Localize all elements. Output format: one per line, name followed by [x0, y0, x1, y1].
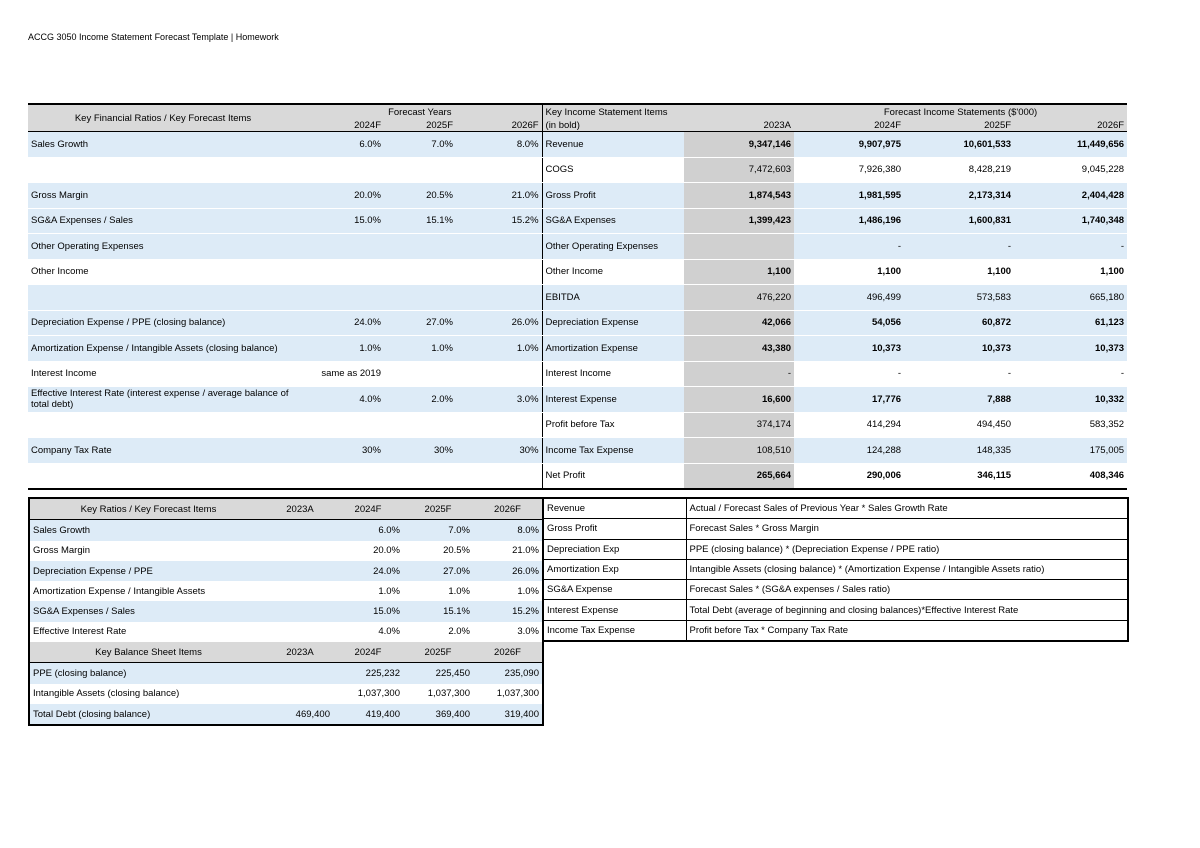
table-row [28, 132, 1127, 158]
income-value: 10,332 [1014, 387, 1127, 413]
income-value: 1,100 [904, 259, 1014, 285]
forecast-years-header: Forecast Years [388, 106, 452, 118]
ratio-label [28, 157, 298, 183]
table-row [29, 561, 543, 581]
formula-description: Intangible Assets (closing balance) * (Amortization Expense / Intangible Assets ratio) [686, 559, 1128, 579]
ratio-label [28, 285, 298, 311]
ratio-value: 15.1% [384, 208, 456, 234]
income-item-label: Interest Expense [542, 387, 684, 413]
income-value: 496,499 [794, 285, 904, 311]
column-header: 2026F [473, 498, 543, 520]
ratio-value: 15.2% [456, 208, 542, 234]
ratio-value: 24.0% [333, 561, 403, 581]
income-value: 290,006 [794, 463, 904, 489]
table-row [28, 208, 1127, 234]
income-value: - [1014, 361, 1127, 387]
income-value: - [904, 361, 1014, 387]
income-value: - [794, 234, 904, 260]
income-value-2023a: 1,100 [684, 259, 794, 285]
ratio-value: 3.0% [456, 387, 542, 413]
ratio-value: 3.0% [517, 626, 539, 638]
income-value: - [904, 234, 1014, 260]
year-header: 2023A [684, 119, 794, 132]
income-statement-forecast-table [28, 103, 1127, 490]
ratio-label: Company Tax Rate [28, 438, 298, 464]
ratio-value: 24.0% [298, 310, 384, 336]
balance-value [267, 663, 333, 684]
income-value: 10,373 [1014, 336, 1127, 362]
ratio-value [456, 259, 542, 285]
year-header: 2025F [384, 119, 456, 132]
ratio-value [384, 361, 456, 387]
income-value: 11,449,656 [1014, 132, 1127, 158]
income-value: 61,123 [1014, 310, 1127, 336]
formula-item-label: Interest Expense [543, 600, 686, 620]
table-row [28, 361, 1127, 387]
income-value: 583,352 [1014, 412, 1127, 438]
column-header: 2023A [267, 498, 333, 520]
income-item-label: Net Profit [542, 463, 684, 489]
income-value: 1,981,595 [794, 183, 904, 209]
balance-value: 1,037,300 [427, 688, 470, 700]
ratio-label: Gross Margin [33, 545, 91, 557]
column-header: Key Ratios / Key Forecast Items [29, 498, 267, 520]
income-value: 9,045,228 [1014, 157, 1127, 183]
income-value: 124,288 [794, 438, 904, 464]
ratio-label: SG&A Expenses / Sales [29, 601, 267, 621]
income-value-2023a: 476,220 [684, 285, 794, 311]
table-row [28, 285, 1127, 311]
income-item-label: Income Tax Expense [542, 438, 684, 464]
ratio-value [384, 259, 456, 285]
income-value: 1,100 [1014, 259, 1127, 285]
ratio-value: 26.0% [473, 561, 543, 581]
ratio-label: Interest Income [28, 361, 298, 387]
income-value: 346,115 [904, 463, 1014, 489]
column-header: 2023A [267, 642, 333, 663]
table-row [28, 412, 1127, 438]
table-row [543, 539, 1128, 559]
income-value-2023a: 9,347,146 [684, 132, 794, 158]
income-items-header: Key Income Statement Items [542, 104, 684, 119]
column-header: Key Balance Sheet Items [29, 642, 267, 663]
column-header: 2025F [403, 498, 473, 520]
ratio-value [384, 412, 456, 438]
income-item-label: Revenue [542, 132, 684, 158]
ratio-value: 6.0% [298, 132, 384, 158]
ratio-value [384, 285, 456, 311]
ratio-value: 15.2% [473, 601, 543, 621]
income-value: 1,600,831 [904, 208, 1014, 234]
ratio-value: 6.0% [333, 520, 403, 541]
ratio-label [28, 463, 298, 489]
table-row [29, 601, 543, 621]
ratio-value [298, 157, 384, 183]
ratio-label: Depreciation Expense / PPE [29, 561, 267, 581]
ratios-column-header: Key Financial Ratios / Key Forecast Items [28, 104, 298, 132]
income-value: 8,428,219 [904, 157, 1014, 183]
income-value-2023a: 265,664 [684, 463, 794, 489]
balance-value: 225,450 [403, 663, 473, 684]
ratio-value: 1.0% [517, 585, 539, 597]
income-items-subheader: (in bold) [542, 119, 684, 132]
table-row [29, 704, 543, 725]
ratio-value: 27.0% [384, 310, 456, 336]
income-item-label: Profit before Tax [542, 412, 684, 438]
income-value-2023a [684, 234, 794, 260]
income-value: 10,373 [904, 336, 1014, 362]
year-header: 2024F [298, 119, 384, 132]
income-item-label: Gross Profit [542, 183, 684, 209]
table-row [543, 519, 1128, 539]
ratio-value: same as 2019 [298, 361, 384, 387]
ratio-value [456, 361, 542, 387]
ratio-value: 27.0% [403, 561, 473, 581]
table-row [29, 541, 543, 561]
income-value: 7,926,380 [794, 157, 904, 183]
ratio-value [267, 601, 333, 621]
ratio-value: 4.0% [298, 387, 384, 413]
income-value: 10,601,533 [904, 132, 1014, 158]
income-item-label: Other Operating Expenses [542, 234, 684, 260]
table-row [28, 259, 1127, 285]
table-row [28, 463, 1127, 489]
ratio-value: 1.0% [456, 336, 542, 362]
ratio-label [28, 412, 298, 438]
ratio-value: 21.0% [456, 183, 542, 209]
income-item-label: Amortization Expense [542, 336, 684, 362]
balance-value [267, 684, 333, 704]
balance-value: 225,232 [333, 663, 403, 684]
ratio-value [298, 463, 384, 489]
ratio-label: Effective Interest Rate [33, 626, 127, 638]
ratio-value: 15.0% [298, 208, 384, 234]
balance-value: 419,400 [333, 704, 403, 725]
ratio-value [384, 463, 456, 489]
income-value: 10,373 [794, 336, 904, 362]
ratio-value [267, 520, 333, 541]
income-value: 414,294 [794, 412, 904, 438]
table-row [28, 157, 1127, 183]
income-value: 7,888 [904, 387, 1014, 413]
income-value: - [794, 361, 904, 387]
formula-item-label: Revenue [543, 498, 686, 519]
year-header: 2026F [456, 119, 542, 132]
ratio-value: 30% [384, 438, 456, 464]
ratio-value [267, 581, 333, 601]
formula-item-label: Gross Profit [543, 519, 686, 539]
formula-description: Total Debt (average of beginning and closing balances)*Effective Interest Rate [686, 600, 1128, 620]
income-item-label: EBITDA [542, 285, 684, 311]
income-value: 2,404,428 [1014, 183, 1127, 209]
ratio-value [298, 285, 384, 311]
ratio-value: 1.0% [448, 585, 470, 597]
balance-value: 369,400 [403, 704, 473, 725]
balance-item-label: Intangible Assets (closing balance) [33, 688, 180, 700]
column-header: 2026F [473, 642, 543, 663]
income-value: 17,776 [794, 387, 904, 413]
income-value: 148,335 [904, 438, 1014, 464]
table-row [28, 183, 1127, 209]
ratio-label: Other Income [28, 259, 298, 285]
income-value-2023a: 43,380 [684, 336, 794, 362]
column-header: 2025F [403, 642, 473, 663]
ratio-value [456, 157, 542, 183]
income-value-2023a: 1,874,543 [684, 183, 794, 209]
ratio-value [267, 561, 333, 581]
key-ratios-table [28, 497, 544, 726]
year-header: 2024F [794, 119, 904, 132]
ratio-value: 30% [298, 438, 384, 464]
ratio-value [456, 234, 542, 260]
income-value: 9,907,975 [794, 132, 904, 158]
ratio-value [384, 234, 456, 260]
table-row [29, 520, 543, 541]
income-value-2023a: 1,399,423 [684, 208, 794, 234]
ratio-value: 1.0% [384, 336, 456, 362]
ratio-value: 26.0% [456, 310, 542, 336]
balance-item-label: Total Debt (closing balance) [29, 704, 267, 725]
ratio-label: Sales Growth [29, 520, 267, 541]
ratio-value: 20.5% [384, 183, 456, 209]
income-item-label: COGS [542, 157, 684, 183]
ratio-value [298, 259, 384, 285]
formula-item-label: SG&A Expense [543, 580, 686, 600]
ratio-label: Amortization Expense / Intangible Assets (closing balance) [28, 336, 298, 362]
ratio-value: 2.0% [448, 626, 470, 638]
formula-item-label: Income Tax Expense [543, 620, 686, 641]
table-header-row [29, 498, 543, 520]
ratio-value [456, 285, 542, 311]
formula-description: Actual / Forecast Sales of Previous Year * Sales Growth Rate [686, 498, 1128, 519]
ratio-label: Amortization Expense / Intangible Assets [33, 585, 206, 597]
ratio-value: 1.0% [298, 336, 384, 362]
formula-item-label: Depreciation Exp [543, 539, 686, 559]
ratio-label: Gross Margin [28, 183, 298, 209]
income-value-2023a: 374,174 [684, 412, 794, 438]
income-value: 54,056 [794, 310, 904, 336]
ratio-value: 8.0% [456, 132, 542, 158]
income-value: 1,100 [794, 259, 904, 285]
income-value: 573,583 [904, 285, 1014, 311]
income-item-label: Interest Income [542, 361, 684, 387]
year-header: 2026F [1014, 119, 1127, 132]
balance-value: 319,400 [473, 704, 543, 725]
formula-description: PPE (closing balance) * (Depreciation Expense / PPE ratio) [686, 539, 1128, 559]
income-value-2023a: 16,600 [684, 387, 794, 413]
ratio-value [384, 157, 456, 183]
income-value-2023a: 108,510 [684, 438, 794, 464]
ratio-value: 4.0% [378, 626, 400, 638]
income-value: 175,005 [1014, 438, 1127, 464]
table-row [28, 336, 1127, 362]
column-header: 2024F [333, 642, 403, 663]
ratio-value [267, 541, 333, 561]
ratio-value [456, 412, 542, 438]
income-value: 1,486,196 [794, 208, 904, 234]
ratio-value: 1.0% [378, 585, 400, 597]
income-item-label: Other Income [542, 259, 684, 285]
balance-item-label: PPE (closing balance) [29, 663, 267, 684]
table-row [29, 684, 543, 704]
table-row [543, 580, 1128, 600]
ratio-value [267, 622, 333, 642]
income-item-label: Depreciation Expense [542, 310, 684, 336]
table-header-row [29, 642, 543, 663]
income-value: 1,740,348 [1014, 208, 1127, 234]
ratio-value: 20.0% [373, 545, 400, 557]
ratio-value: 7.0% [384, 132, 456, 158]
formula-description: Forecast Sales * (SG&A expenses / Sales ratio) [686, 580, 1128, 600]
ratio-value: 7.0% [403, 520, 473, 541]
formula-description: Forecast Sales * Gross Margin [686, 519, 1128, 539]
formula-notes-table [542, 497, 1129, 642]
table-row [29, 663, 543, 684]
ratio-value [456, 463, 542, 489]
income-item-label: SG&A Expenses [542, 208, 684, 234]
ratio-label: Depreciation Expense / PPE (closing balance) [28, 310, 298, 336]
year-header: 2025F [904, 119, 1014, 132]
ratio-value: 15.0% [333, 601, 403, 621]
ratio-label: SG&A Expenses / Sales [28, 208, 298, 234]
ratio-value [298, 234, 384, 260]
ratio-label: Effective Interest Rate (interest expense / average balance of total debt) [28, 387, 298, 413]
income-value: 665,180 [1014, 285, 1127, 311]
ratio-value: 20.5% [443, 545, 470, 557]
document-title: ACCG 3050 Income Statement Forecast Template | Homework [28, 32, 279, 42]
table-row [543, 559, 1128, 579]
ratio-value: 8.0% [473, 520, 543, 541]
table-row [29, 581, 543, 601]
ratio-value [298, 412, 384, 438]
formula-description: Profit before Tax * Company Tax Rate [686, 620, 1128, 641]
income-value-2023a: 7,472,603 [684, 157, 794, 183]
income-value-2023a: - [684, 361, 794, 387]
balance-value: 235,090 [473, 663, 543, 684]
income-value: 494,450 [904, 412, 1014, 438]
table-row [543, 600, 1128, 620]
income-value-2023a: 42,066 [684, 310, 794, 336]
ratio-value: 30% [456, 438, 542, 464]
ratio-value: 2.0% [384, 387, 456, 413]
balance-value: 469,400 [267, 704, 333, 725]
income-value: 2,173,314 [904, 183, 1014, 209]
income-value: 408,346 [1014, 463, 1127, 489]
income-value: - [1014, 234, 1127, 260]
table-row [28, 310, 1127, 336]
balance-value: 1,037,300 [496, 688, 539, 700]
table-row [28, 234, 1127, 260]
forecast-income-statements-header: Forecast Income Statements ($'000) [883, 106, 1038, 118]
table-row [543, 620, 1128, 641]
table-row [28, 438, 1127, 464]
column-header: 2024F [333, 498, 403, 520]
ratio-label: Other Operating Expenses [28, 234, 298, 260]
ratio-value: 15.1% [403, 601, 473, 621]
balance-value: 1,037,300 [357, 688, 400, 700]
table-row [29, 622, 543, 642]
ratio-value: 21.0% [512, 545, 539, 557]
ratio-label: Sales Growth [28, 132, 298, 158]
formula-item-label: Amortization Exp [543, 559, 686, 579]
income-value: 60,872 [904, 310, 1014, 336]
table-row [28, 387, 1127, 413]
ratio-value: 20.0% [298, 183, 384, 209]
table-row [543, 498, 1128, 519]
